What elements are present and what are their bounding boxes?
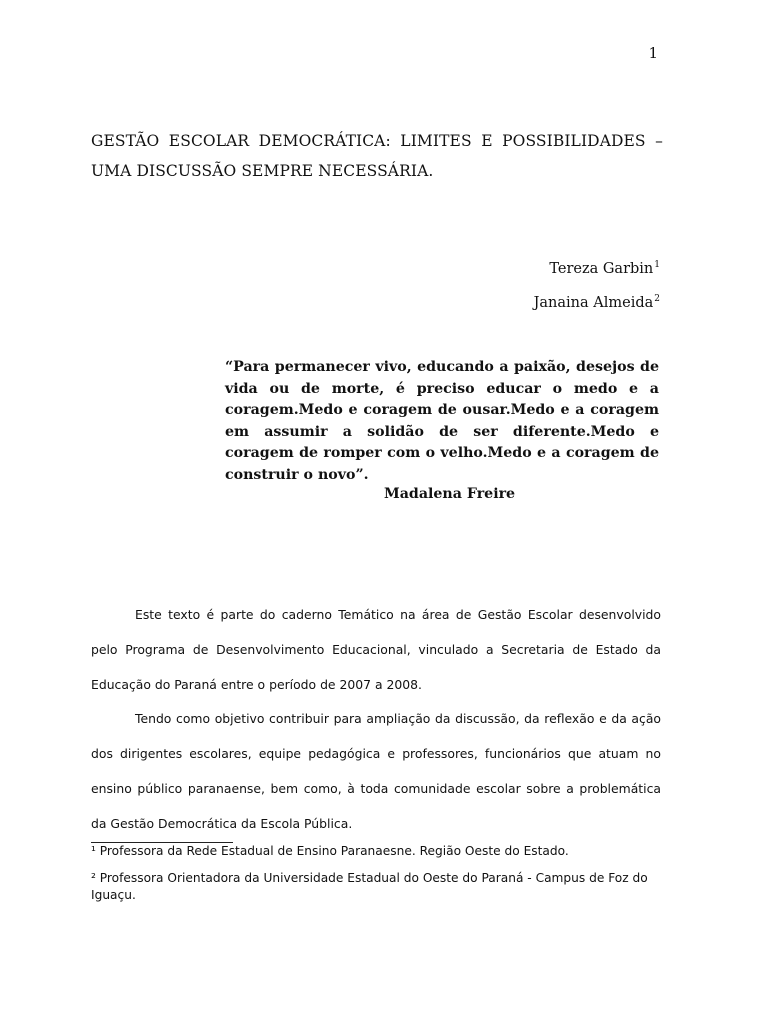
body-text xyxy=(91,598,661,842)
footnotes xyxy=(91,843,663,914)
author-1 xyxy=(534,250,660,284)
title-line-2: UMA DISCUSSÃO SEMPRE NECESSÁRIA. xyxy=(91,162,434,180)
footnote-marker: 1 xyxy=(654,260,660,270)
author-name: Tereza Garbin xyxy=(549,261,654,277)
author-name: Janaina Almeida xyxy=(533,295,654,311)
footnote-2: ² Professora Orientadora da Universidade Estadual do Oeste do Paraná - Campus de Foz do Iguaçu. xyxy=(91,871,648,902)
page-number: 1 xyxy=(648,44,658,62)
epigraph-quote: “Para permanecer vivo, educando a paixão, desejos de vida ou de morte, é preciso educar o medo e a coragem.Medo e coragem de ousar.Medo e a coragem em assumir a solidão de ser diferente.Medo e coragem de romper com o velho.Medo e a coragem de construir o novo”. xyxy=(225,359,659,483)
footnote-1: ¹ Professora da Rede Estadual de Ensino Paranaesne. Região Oeste do Estado. xyxy=(91,844,569,858)
author-list xyxy=(534,250,660,318)
paragraph: Este texto é parte do caderno Temático na área de Gestão Escolar desenvolvido pelo Programa de Desenvolvimento Educacional, vinculado a Secretaria de Estado da Educação do Paraná entre o período de 2007 a 2008. xyxy=(91,607,661,692)
epigraph-author: Madalena Freire xyxy=(384,486,516,502)
footnote-marker: 2 xyxy=(654,294,660,304)
document-title xyxy=(91,126,663,186)
author-2 xyxy=(534,284,660,318)
paragraph: Tendo como objetivo contribuir para ampliação da discussão, da reflexão e da ação dos dirigentes escolares, equipe pedagógica e professores, funcionários que atuam no ensino público paranaense, bem como, à toda comunidade escolar sobre a problemática da Gestão Democrática da Escola Pública. xyxy=(91,711,661,831)
title-line-1: GESTÃO ESCOLAR DEMOCRÁTICA: LIMITES E POSSIBILIDADES – xyxy=(91,132,663,150)
